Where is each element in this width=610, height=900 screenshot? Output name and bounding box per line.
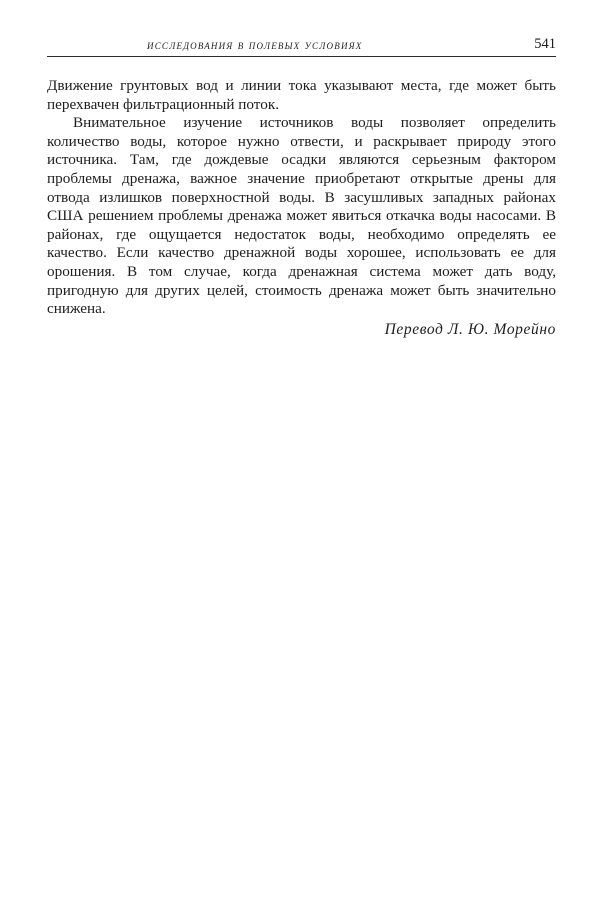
body-text xyxy=(47,77,556,319)
running-title: исследования в полевых условиях xyxy=(147,38,363,52)
page-number: 541 xyxy=(534,36,556,52)
paragraph-1: Движение грунтовых вод и линии тока указывают места, где может быть перехвачен фильтрационный поток. xyxy=(47,77,556,113)
translator-credit: Перевод Л. Ю. Морейно xyxy=(384,320,556,338)
page xyxy=(47,36,556,339)
running-head xyxy=(47,36,556,57)
paragraph-2: Внимательное изучение источников воды позволяет определить количество воды, которое нужно отвести, и раскрывает природу этого источника. Там, где дождевые осадки являются серьезным фактором проблемы дренажа, важное значение приобретают открытые дрены для отвода излишков поверхностной воды. В засушливых западных районах США решением проблемы дренажа может явиться откачка воды насосами. В районах, где ощущается недостаток воды, необходимо определять ее качество. Если качество дренажной воды хорошее, использовать ее для орошения. В том случае, когда дренажная система может дать воду, пригодную для других целей, стоимость дренажа может быть значительно снижена. xyxy=(47,114,556,318)
